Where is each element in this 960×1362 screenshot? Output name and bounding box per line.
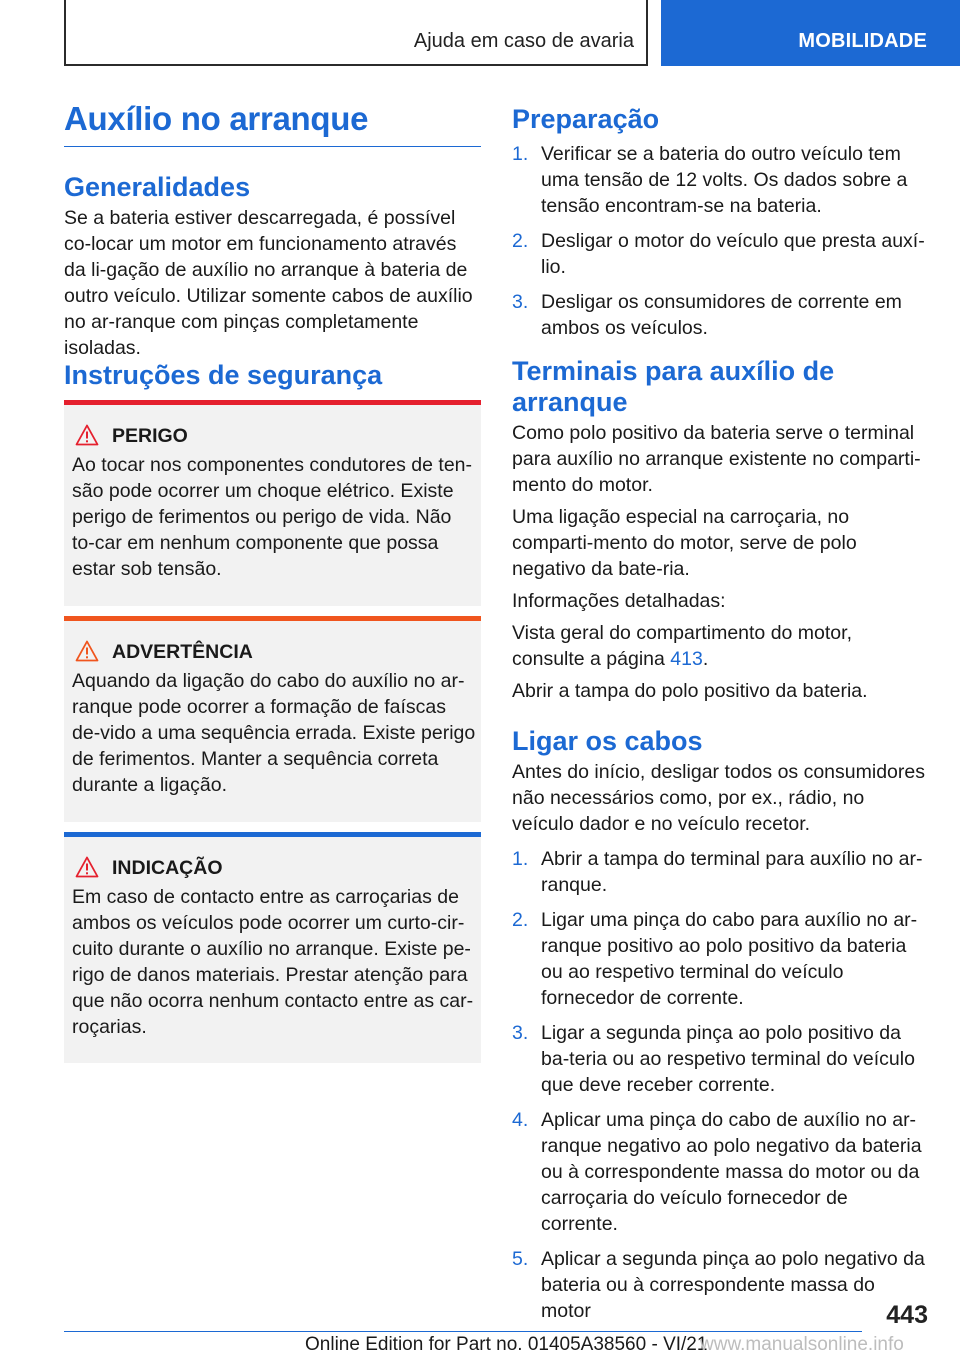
list-item: 4. Aplicar uma pinça do cabo de auxílio no ar-ranque negativo ao polo negativo da bateria ou à correspondente massa do motor ou da carroçaria do veículo fornecedor de corrente. — [512, 1109, 922, 1235]
list-item: 1. Abrir a tampa do terminal para auxílio no ar-ranque. — [512, 848, 923, 896]
cables-heading: Ligar os cabos — [512, 726, 703, 756]
safety-heading: Instruções de segurança — [64, 360, 383, 390]
terminals-paragraph: Uma ligação especial na carroçaria, no comparti-mento do motor, serve de polo negativo da bate-ria. — [512, 506, 857, 580]
general-heading: Generalidades — [64, 172, 251, 202]
warning-box-caution — [64, 616, 481, 822]
cables-intro: Antes do início, desligar todos os consumidores não necessários como, por ex., rádio, no veículo dador e no veículo recetor. — [512, 761, 925, 835]
section-tab — [64, 0, 648, 66]
edition-text: Online Edition for Part no. 01405A38560 - VI/21 — [305, 1334, 708, 1355]
warning-label: INDICAÇÃO — [112, 857, 223, 879]
terminals-heading: Terminais para auxílio de arranque — [512, 356, 835, 417]
list-item: 5. Aplicar a segunda pinça ao polo negativo da bateria ou à correspondente massa do motor — [512, 1248, 925, 1322]
warning-box-danger — [64, 400, 481, 606]
cables-steps — [512, 846, 928, 1324]
page-title: Auxílio no arranque — [64, 100, 369, 137]
chapter-tab — [661, 0, 960, 66]
warning-triangle-icon — [75, 424, 99, 446]
warning-text: Ao tocar nos componentes condutores de ten-são pode ocorrer um choque elétrico. Existe perigo de ferimentos ou perigo de vida. Não to-car em nenhum componente que possa estar sob tensão. — [72, 454, 472, 580]
preparation-steps — [512, 141, 928, 341]
terminals-paragraph: Informações detalhadas: — [512, 590, 726, 612]
general-text: Se a bateria estiver descarregada, é possível co-locar um motor em funcionamento através da li-gação de auxílio no arranque à bateria de outro veículo. Utilizar somente cabos de auxílio no ar-ranque com pinças completamente isoladas. — [64, 207, 473, 359]
list-item: 1. Verificar se a bateria do outro veículo tem uma tensão de 12 volts. Os dados sobre a tensão encontram-se na bateria. — [512, 143, 908, 217]
warning-bar — [64, 832, 481, 837]
warning-bar — [64, 400, 481, 405]
page-number: 443 — [886, 1301, 928, 1329]
cables-section — [512, 726, 928, 1333]
warning-box-notice — [64, 832, 481, 1063]
footer-rule — [64, 1331, 862, 1332]
page-header — [64, 0, 960, 66]
watermark-text: www.manualsonline.info — [700, 1334, 904, 1355]
page-reference-link[interactable]: 413 — [670, 648, 703, 670]
chapter-title: MOBILIDADE — [798, 30, 927, 52]
terminals-section — [512, 356, 928, 704]
warning-triangle-icon — [75, 856, 99, 878]
warning-triangle-icon — [75, 640, 99, 662]
terminals-reference: Vista geral do compartimento do motor, consulte a página 413. — [512, 622, 852, 670]
list-item: 3. Desligar os consumidores de corrente em ambos os veículos. — [512, 291, 902, 339]
title-rule — [64, 146, 481, 147]
warning-label: PERIGO — [112, 425, 188, 447]
terminals-paragraph: Abrir a tampa do polo positivo da bateria. — [512, 680, 868, 702]
safety-heading-wrap — [64, 360, 481, 391]
list-item: 3. Ligar a segunda pinça ao polo positivo da ba-teria ou ao respetivo terminal do veículo que deve receber corrente. — [512, 1022, 915, 1096]
terminals-paragraph: Como polo positivo da bateria serve o terminal para auxílio no arranque existente no comparti-mento do motor. — [512, 422, 921, 496]
warning-text: Em caso de contacto entre as carroçarias de ambos os veículos pode ocorrer um curto-cir-cuito durante o auxílio no arranque. Existe pe-rigo de danos materiais. Prestar atenção para que não ocorra nenhum contacto entre as car-roçarias. — [72, 886, 474, 1038]
preparation-section — [512, 104, 928, 350]
warning-label: ADVERTÊNCIA — [112, 641, 253, 663]
warning-bar — [64, 616, 481, 621]
general-section — [64, 172, 481, 361]
list-item: 2. Ligar uma pinça do cabo para auxílio no ar-ranque positivo ao polo positivo da bateria ou ao respetivo terminal do veículo fornecedor de corrente. — [512, 909, 918, 1009]
section-title: Ajuda em caso de avaria — [413, 30, 634, 52]
warning-text: Aquando da ligação do cabo do auxílio no ar-ranque pode ocorrer a formação de faíscas de-vido a uma sequência errada. Existe perigo de ferimentos. Manter a sequência correta durante a ligação. — [72, 670, 476, 796]
preparation-heading: Preparação — [512, 104, 660, 134]
list-item: 2. Desligar o motor do veículo que presta auxí-lio. — [512, 230, 925, 278]
